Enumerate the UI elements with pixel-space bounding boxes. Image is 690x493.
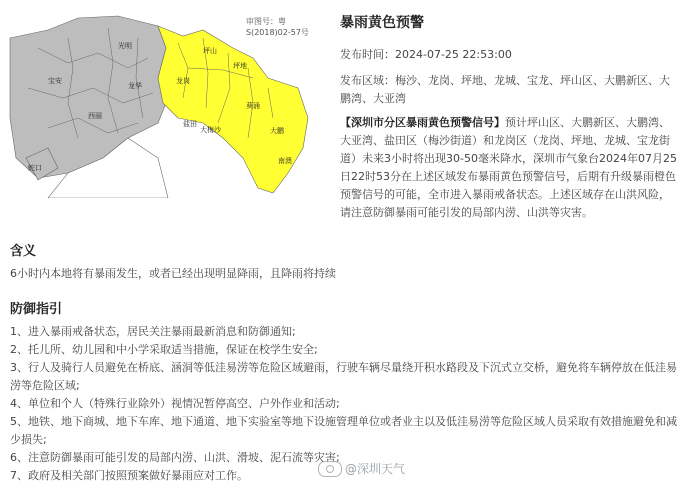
- map-region-warning: [158, 26, 308, 193]
- issue-regions: [340, 72, 680, 108]
- guide-item: 7、政府及相关部门按照预案做好暴雨应对工作。: [10, 469, 248, 482]
- map-label-longhua: 龙华: [128, 82, 142, 90]
- guide-item: 5、地铁、地下商城、地下车库、地下通道、地下实验室等地下设施管理单位或者业主以及低洼易涝等危险区域人员采取有效措施避免和减少损失;: [10, 415, 677, 446]
- map-label-kuichong: 葵涌: [246, 102, 260, 110]
- issue-regions-label: 发布区域：: [340, 74, 395, 87]
- guide-item: 2、托儿所、幼儿园和中小学采取适当措施，保证在校学生安全;: [10, 343, 318, 356]
- warning-title: 暴雨黄色预警: [340, 15, 424, 31]
- guide-item: 6、注意防御暴雨可能引发的局部内涝、山洪、滑坡、泥石流等灾害;: [10, 451, 340, 464]
- warning-info: [340, 12, 680, 222]
- map-label-pingshan: 坪山: [203, 47, 217, 55]
- issue-time-value: 2024-07-25 22:53:00: [395, 48, 512, 61]
- warning-body-heading: 【深圳市分区暴雨黄色预警信号】: [340, 116, 505, 129]
- issue-time-label: 发布时间：: [340, 48, 395, 61]
- map-label-shekou: 蛇口: [28, 164, 42, 172]
- map-label-guangming: 光明: [118, 42, 132, 50]
- issue-time: [340, 46, 680, 64]
- map-label-dameisha: 大梅沙: [200, 126, 221, 134]
- map-label-baoan: 宝安: [48, 77, 62, 85]
- map-label-yantian: 盐田: [183, 120, 197, 128]
- warning-map: [8, 8, 326, 198]
- map-label-nanao: 南澳: [278, 157, 292, 165]
- warning-body: [340, 114, 680, 222]
- meaning-title: 含义: [10, 244, 37, 259]
- map-approval-code: 审图号：粤S(2018)02-57号: [246, 17, 309, 37]
- map-label-pingdi: 坪地: [233, 62, 247, 70]
- guide-item: 3、行人及骑行人员避免在桥底、涵洞等低洼易涝等危险区域避雨，行驶车辆尽量绕开积水路段及下沉式立交桥，避免将车辆停放在低洼易涝等危险区域;: [10, 361, 677, 392]
- guide-item: 4、单位和个人（特殊行业除外）视情况暂停高空、户外作业和活动;: [10, 397, 340, 410]
- meaning-text: 6小时内本地将有暴雨发生，或者已经出现明显降雨，且降雨将持续: [10, 267, 336, 280]
- guide-section: [10, 298, 682, 485]
- guide-title: 防御指引: [10, 302, 63, 317]
- guide-item: 1、进入暴雨戒备状态，居民关注暴雨最新消息和防御通知;: [10, 325, 296, 338]
- warning-body-text: 预计坪山区、大鹏新区、大鹏湾、大亚湾、盐田区（梅沙街道）和龙岗区（龙岗、坪地、龙城、宝龙街道）未来3小时将出现30-50毫米降水，深圳市气象台2024年07月25日22时53分在上述区域发布暴雨黄色预警信号，后期有升级暴雨橙色预警信号的可能，全市进入暴雨戒备状态。上述区域存在山洪风险，请注意防御暴雨可能引发的局部内涝、山洪等灾害。: [340, 116, 677, 219]
- map-label-dapeng: 大鹏: [270, 127, 284, 135]
- weibo-logo-icon: [318, 461, 342, 477]
- weibo-watermark: [318, 460, 405, 477]
- issue-regions-value: 梅沙、龙岗、坪地、龙城、宝龙、坪山区、大鹏新区、大鹏湾、大亚湾: [340, 74, 670, 105]
- map-label-xili: 西丽: [88, 112, 102, 120]
- map-label-longgang: 龙岗: [176, 77, 190, 85]
- meaning-section: [10, 240, 682, 283]
- watermark-text: @深圳天气: [345, 462, 406, 476]
